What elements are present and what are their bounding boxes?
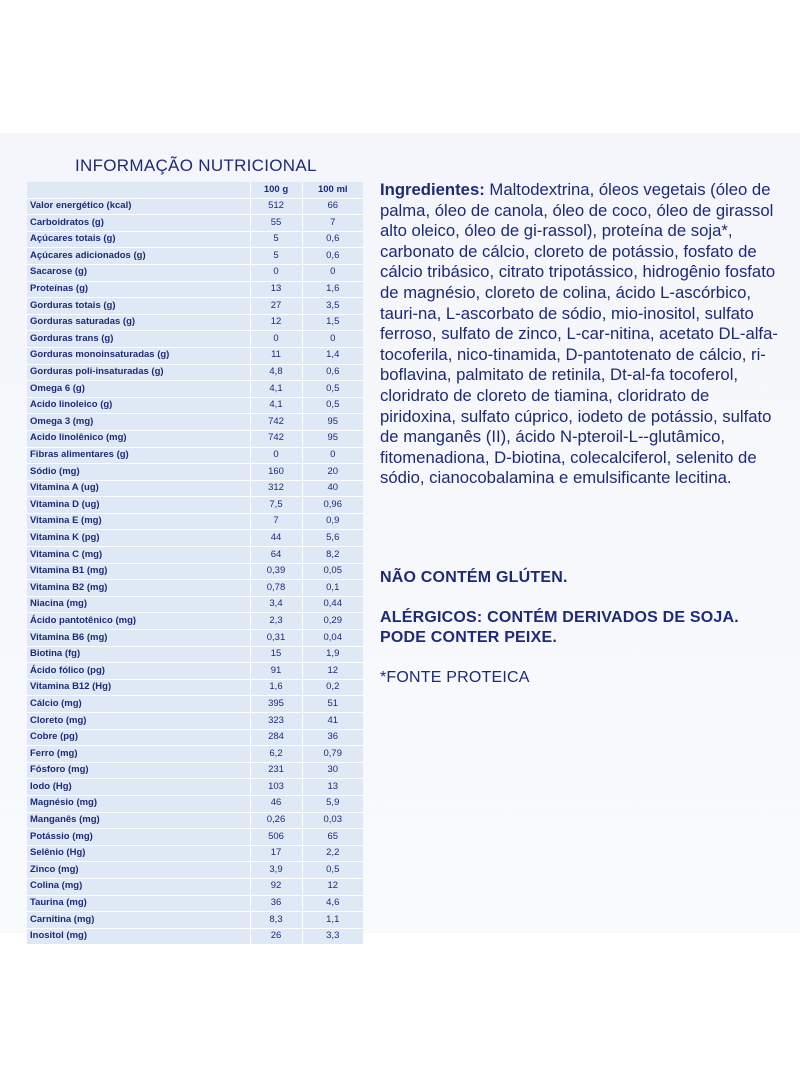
value-100g: 64	[250, 547, 302, 564]
table-row	[27, 264, 363, 281]
nutrient-name: Ácido pantotênico (mg)	[27, 613, 250, 630]
value-100ml: 20	[302, 464, 363, 481]
nutrient-name: Manganês (mg)	[27, 812, 250, 829]
value-100ml: 12	[302, 878, 363, 895]
table-row	[27, 795, 363, 812]
nutrient-name: Iodo (Hg)	[27, 779, 250, 796]
table-row	[27, 347, 363, 364]
value-100ml: 0	[302, 264, 363, 281]
value-100ml: 0,9	[302, 513, 363, 530]
value-100ml: 1,5	[302, 314, 363, 331]
header-100ml: 100 ml	[302, 182, 363, 198]
nutrient-name: Cobre (pg)	[27, 729, 250, 746]
table-row	[27, 746, 363, 763]
value-100ml: 36	[302, 729, 363, 746]
ingredients-section	[380, 180, 780, 686]
nutrient-name: Gorduras poli-insaturadas (g)	[27, 364, 250, 381]
table-row	[27, 547, 363, 564]
value-100g: 4,1	[250, 397, 302, 414]
value-100g: 0,78	[250, 580, 302, 597]
nutrient-name: Selênio (Hg)	[27, 845, 250, 862]
table-row	[27, 630, 363, 647]
value-100g: 8,3	[250, 912, 302, 929]
table-row	[27, 331, 363, 348]
value-100g: 27	[250, 298, 302, 315]
nutrient-name: Açúcares totais (g)	[27, 231, 250, 248]
value-100ml: 0,5	[302, 381, 363, 398]
value-100g: 1,6	[250, 679, 302, 696]
value-100g: 160	[250, 464, 302, 481]
nutrient-name: Fósforo (mg)	[27, 762, 250, 779]
value-100ml: 95	[302, 414, 363, 431]
value-100g: 13	[250, 281, 302, 298]
value-100g: 0	[250, 331, 302, 348]
table-row	[27, 480, 363, 497]
nutrient-name: Cálcio (mg)	[27, 696, 250, 713]
value-100ml: 0,05	[302, 563, 363, 580]
table-row	[27, 663, 363, 680]
table-row	[27, 696, 363, 713]
nutrient-name: Vitamina K (pg)	[27, 530, 250, 547]
value-100g: 6,2	[250, 746, 302, 763]
value-100g: 15	[250, 646, 302, 663]
table-row	[27, 895, 363, 912]
table-header-row	[27, 182, 363, 198]
nutrient-name: Gorduras saturadas (g)	[27, 314, 250, 331]
value-100g: 506	[250, 829, 302, 846]
value-100g: 0	[250, 447, 302, 464]
value-100g: 7	[250, 513, 302, 530]
value-100ml: 65	[302, 829, 363, 846]
value-100ml: 1,6	[302, 281, 363, 298]
value-100g: 323	[250, 713, 302, 730]
table-row	[27, 314, 363, 331]
value-100g: 395	[250, 696, 302, 713]
value-100ml: 12	[302, 663, 363, 680]
ingredients-text: Maltodextrina, óleos vegetais (óleo de palma, óleo de canola, óleo de coco, óleo de girassol alto oleico, óleo de gi-rassol), proteína de soja*, carbonato de cálcio, cloreto de potássio, fosfato de cálcio tribásico, citrato tripotássico, hidrogênio fosfato de magnésio, cloreto de colina, ácido L-ascórbico, tauri-na, L-ascorbato de sódio, mio-inositol, sulfato ferroso, sulfato de zinco, L-car-nitina, acetato DL-alfa-tocoferila, nico-tinamida, D-pantotenato de cálcio, ri-boflavina, palmitato de retinila, Dt-al-fa tocoferol, cloridrato de cloreto de tiamina, cloridrato de piridoxina, sulfato cúprico, iodeto de potássio, sulfato de manganês (II), ácido N-pteroil-L--glutâmico, fitomenadiona, D-biotina, colecalciferol, selenito de sódio, cianocobalamina e emulsificante lecitina.	[380, 180, 778, 488]
nutrient-name: Zinco (mg)	[27, 862, 250, 879]
value-100ml: 5,6	[302, 530, 363, 547]
value-100ml: 66	[302, 198, 363, 215]
value-100ml: 0,79	[302, 746, 363, 763]
nutrient-name: Sódio (mg)	[27, 464, 250, 481]
table-row	[27, 878, 363, 895]
table-row	[27, 812, 363, 829]
value-100ml: 1,1	[302, 912, 363, 929]
value-100ml: 0,96	[302, 497, 363, 514]
table-row	[27, 845, 363, 862]
value-100ml: 0,1	[302, 580, 363, 597]
table-row	[27, 497, 363, 514]
nutrition-title: INFORMAÇÃO NUTRICIONAL	[75, 156, 317, 175]
nutrient-name: Valor energético (kcal)	[27, 198, 250, 215]
nutrient-name: Vitamina A (ug)	[27, 480, 250, 497]
table-row	[27, 397, 363, 414]
value-100g: 0	[250, 264, 302, 281]
value-100ml: 0,2	[302, 679, 363, 696]
gluten-notice: NÃO CONTÉM GLÚTEN.	[380, 569, 568, 586]
nutrient-name: Vitamina B12 (Hg)	[27, 679, 250, 696]
value-100g: 26	[250, 928, 302, 945]
value-100ml: 30	[302, 762, 363, 779]
nutrient-name: Proteínas (g)	[27, 281, 250, 298]
value-100g: 0,39	[250, 563, 302, 580]
value-100ml: 0,5	[302, 862, 363, 879]
value-100ml: 0,6	[302, 248, 363, 265]
table-row	[27, 530, 363, 547]
table-row	[27, 596, 363, 613]
nutrient-name: Gorduras monoinsaturadas (g)	[27, 347, 250, 364]
nutrient-name: Carboidratos (g)	[27, 215, 250, 232]
table-row	[27, 215, 363, 232]
value-100ml: 1,4	[302, 347, 363, 364]
value-100g: 4,8	[250, 364, 302, 381]
value-100g: 91	[250, 663, 302, 680]
table-row	[27, 414, 363, 431]
value-100g: 12	[250, 314, 302, 331]
table-row	[27, 298, 363, 315]
value-100ml: 7	[302, 215, 363, 232]
nutrient-name: Gorduras trans (g)	[27, 331, 250, 348]
value-100g: 3,9	[250, 862, 302, 879]
value-100ml: 0,04	[302, 630, 363, 647]
value-100ml: 8,2	[302, 547, 363, 564]
nutrient-name: Açúcares adicionados (g)	[27, 248, 250, 265]
nutrient-name: Omega 3 (mg)	[27, 414, 250, 431]
table-row	[27, 563, 363, 580]
nutrient-name: Niacina (mg)	[27, 596, 250, 613]
table-row	[27, 447, 363, 464]
nutrient-name: Vitamina D (ug)	[27, 497, 250, 514]
value-100g: 44	[250, 530, 302, 547]
table-row	[27, 928, 363, 945]
nutrient-name: Ferro (mg)	[27, 746, 250, 763]
value-100g: 55	[250, 215, 302, 232]
value-100g: 36	[250, 895, 302, 912]
value-100ml: 0,6	[302, 364, 363, 381]
table-row	[27, 231, 363, 248]
value-100ml: 13	[302, 779, 363, 796]
value-100g: 512	[250, 198, 302, 215]
value-100ml: 95	[302, 430, 363, 447]
nutrient-name: Vitamina B1 (mg)	[27, 563, 250, 580]
table-row	[27, 829, 363, 846]
nutrient-name: Potássio (mg)	[27, 829, 250, 846]
value-100g: 284	[250, 729, 302, 746]
table-row	[27, 646, 363, 663]
table-row	[27, 248, 363, 265]
value-100ml: 51	[302, 696, 363, 713]
value-100g: 46	[250, 795, 302, 812]
table-row	[27, 679, 363, 696]
value-100ml: 0,44	[302, 596, 363, 613]
value-100g: 17	[250, 845, 302, 862]
value-100ml: 5,9	[302, 795, 363, 812]
table-row	[27, 464, 363, 481]
nutrient-name: Gorduras totais (g)	[27, 298, 250, 315]
table-row	[27, 729, 363, 746]
nutrient-name: Colina (mg)	[27, 878, 250, 895]
value-100g: 4,1	[250, 381, 302, 398]
nutrient-name: Vitamina B2 (mg)	[27, 580, 250, 597]
value-100g: 11	[250, 347, 302, 364]
nutrient-name: Carnitina (mg)	[27, 912, 250, 929]
value-100ml: 0,29	[302, 613, 363, 630]
nutrient-name: Fibras alimentares (g)	[27, 447, 250, 464]
table-row	[27, 613, 363, 630]
value-100g: 5	[250, 231, 302, 248]
value-100g: 742	[250, 430, 302, 447]
value-100g: 5	[250, 248, 302, 265]
value-100g: 2,3	[250, 613, 302, 630]
value-100ml: 2,2	[302, 845, 363, 862]
ingredients-label: Ingredientes:	[380, 180, 485, 199]
table-row	[27, 713, 363, 730]
ingredients-paragraph	[380, 180, 780, 489]
value-100ml: 1,9	[302, 646, 363, 663]
value-100ml: 0,5	[302, 397, 363, 414]
value-100ml: 40	[302, 480, 363, 497]
nutrient-name: Ácido fólico (pg)	[27, 663, 250, 680]
nutrient-name: Inositol (mg)	[27, 928, 250, 945]
protein-source-note: *FONTE PROTEICA	[380, 669, 530, 686]
value-100g: 312	[250, 480, 302, 497]
value-100g: 3,4	[250, 596, 302, 613]
value-100g: 231	[250, 762, 302, 779]
nutrient-name: Acido linolênico (mg)	[27, 430, 250, 447]
nutrient-name: Cloreto (mg)	[27, 713, 250, 730]
value-100ml: 0	[302, 331, 363, 348]
value-100g: 0,31	[250, 630, 302, 647]
value-100g: 742	[250, 414, 302, 431]
table-row	[27, 762, 363, 779]
nutrient-name: Sacarose (g)	[27, 264, 250, 281]
nutrient-name: Vitamina B6 (mg)	[27, 630, 250, 647]
table-row	[27, 281, 363, 298]
header-100g: 100 g	[250, 182, 302, 198]
table-row	[27, 198, 363, 215]
value-100ml: 0,03	[302, 812, 363, 829]
nutrition-table	[27, 182, 363, 945]
table-row	[27, 862, 363, 879]
header-nutrient	[27, 182, 250, 198]
table-row	[27, 364, 363, 381]
value-100ml: 3,3	[302, 928, 363, 945]
table-row	[27, 513, 363, 530]
table-row	[27, 779, 363, 796]
value-100g: 0,26	[250, 812, 302, 829]
nutrient-name: Acido linoleico (g)	[27, 397, 250, 414]
table-row	[27, 381, 363, 398]
table-row	[27, 912, 363, 929]
table-row	[27, 430, 363, 447]
value-100g: 103	[250, 779, 302, 796]
value-100ml: 0	[302, 447, 363, 464]
value-100g: 7,5	[250, 497, 302, 514]
value-100ml: 3,5	[302, 298, 363, 315]
value-100ml: 4,6	[302, 895, 363, 912]
nutrient-name: Vitamina C (mg)	[27, 547, 250, 564]
value-100ml: 0,6	[302, 231, 363, 248]
nutrient-name: Magnésio (mg)	[27, 795, 250, 812]
nutrient-name: Vitamina E (mg)	[27, 513, 250, 530]
table-row	[27, 580, 363, 597]
nutrient-name: Taurina (mg)	[27, 895, 250, 912]
nutrient-name: Omega 6 (g)	[27, 381, 250, 398]
nutrient-name: Biotina (fg)	[27, 646, 250, 663]
value-100ml: 41	[302, 713, 363, 730]
allergen-notice: ALÉRGICOS: CONTÉM DERIVADOS DE SOJA. PODE CONTER PEIXE.	[380, 609, 739, 646]
value-100g: 92	[250, 878, 302, 895]
